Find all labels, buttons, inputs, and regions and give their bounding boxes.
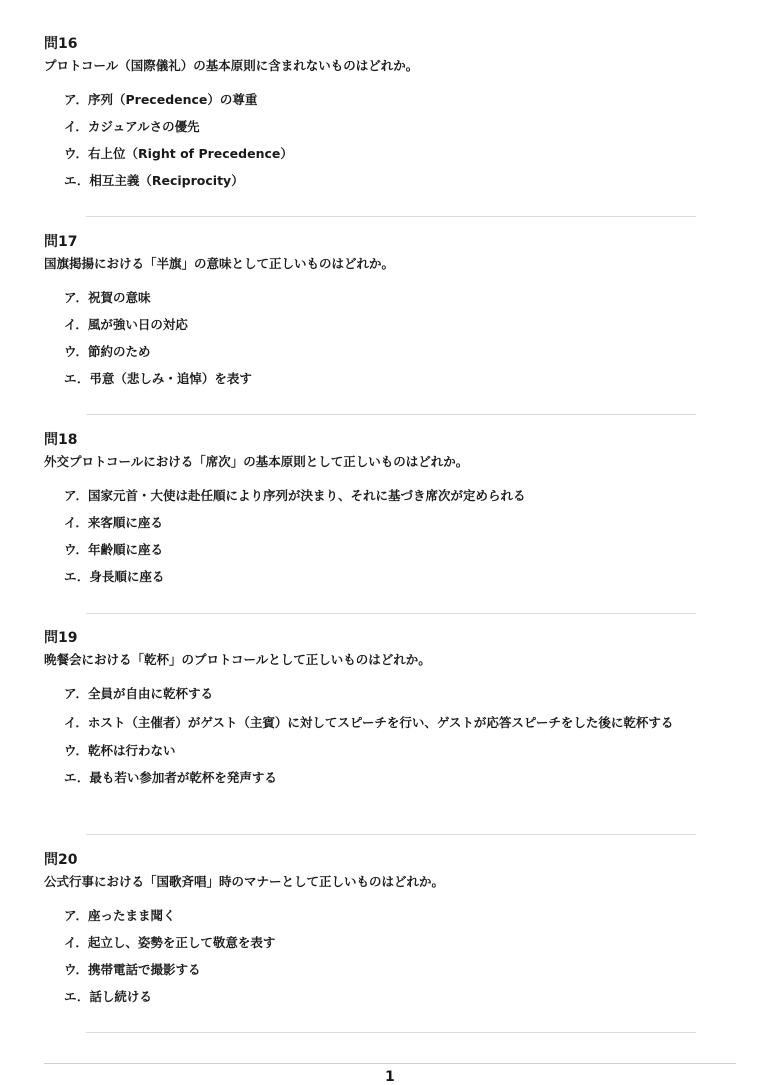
question-number: 問17	[44, 234, 78, 250]
question-text: プロトコール（国際儀礼）の基本原則に含まれないものはどれか。	[44, 58, 419, 73]
option-i: イ．ホスト（主催者）がゲスト（主賓）に対してスピーチを行い、ゲストが応答スピーチをした後に乾杯する	[64, 715, 674, 730]
option-i: イ．風が強い日の対応	[64, 317, 188, 332]
option-a: ア．祝賀の意味	[64, 290, 151, 305]
question-text: 晩餐会における「乾杯」のプロトコールとして正しいものはどれか。	[44, 652, 431, 667]
option-list	[44, 907, 744, 1006]
option-a: ア．座ったまま聞く	[64, 908, 176, 923]
option-a: ア．全員が自由に乾杯する	[64, 686, 214, 701]
question-divider	[86, 414, 696, 415]
option-list	[44, 685, 744, 787]
question-number: 問20	[44, 852, 78, 868]
page-number: 1	[385, 1069, 395, 1085]
question-text: 公式行事における「国歌斉唱」時のマナーとして正しいものはどれか。	[44, 874, 445, 889]
option-e: エ．弔意（悲しみ・追悼）を表す	[64, 371, 252, 386]
question-number: 問16	[44, 36, 78, 52]
question-number: 問18	[44, 432, 78, 448]
option-e: エ．最も若い参加者が乾杯を発声する	[64, 770, 277, 785]
option-a: ア．国家元首・大使は赴任順により序列が決まり、それに基づき席次が定められる	[64, 488, 526, 503]
option-e: エ．身長順に座る	[64, 569, 165, 584]
option-u: ウ．乾杯は行わない	[64, 743, 176, 758]
question-divider	[86, 834, 696, 835]
option-a: ア．序列（Precedence）の尊重	[64, 92, 258, 107]
option-e: エ．話し続ける	[64, 989, 152, 1004]
question-text: 国旗掲揚における「半旗」の意味として正しいものはどれか。	[44, 256, 395, 271]
question-20	[44, 851, 744, 1015]
option-list	[44, 487, 744, 586]
option-e: エ．相互主義（Reciprocity）	[64, 173, 244, 188]
option-u: ウ．右上位（Right of Precedence）	[64, 146, 293, 161]
question-17	[44, 233, 744, 397]
question-divider	[86, 613, 696, 614]
option-u: ウ．節約のため	[64, 344, 151, 359]
option-i: イ．起立し、姿勢を正して敬意を表す	[64, 935, 276, 950]
option-list	[44, 91, 744, 190]
question-divider	[86, 1032, 696, 1033]
question-text: 外交プロトコールにおける「席次」の基本原則として正しいものはどれか。	[44, 454, 469, 469]
question-divider	[86, 216, 696, 217]
question-number: 問19	[44, 630, 78, 646]
option-i: イ．来客順に座る	[64, 515, 163, 530]
footer-divider	[44, 1063, 736, 1064]
question-18	[44, 431, 744, 595]
option-list	[44, 289, 744, 388]
option-u: ウ．携帯電話で撮影する	[64, 962, 201, 977]
question-19	[44, 629, 744, 796]
question-16	[44, 35, 744, 199]
option-i: イ．カジュアルさの優先	[64, 119, 200, 134]
option-u: ウ．年齢順に座る	[64, 542, 164, 557]
